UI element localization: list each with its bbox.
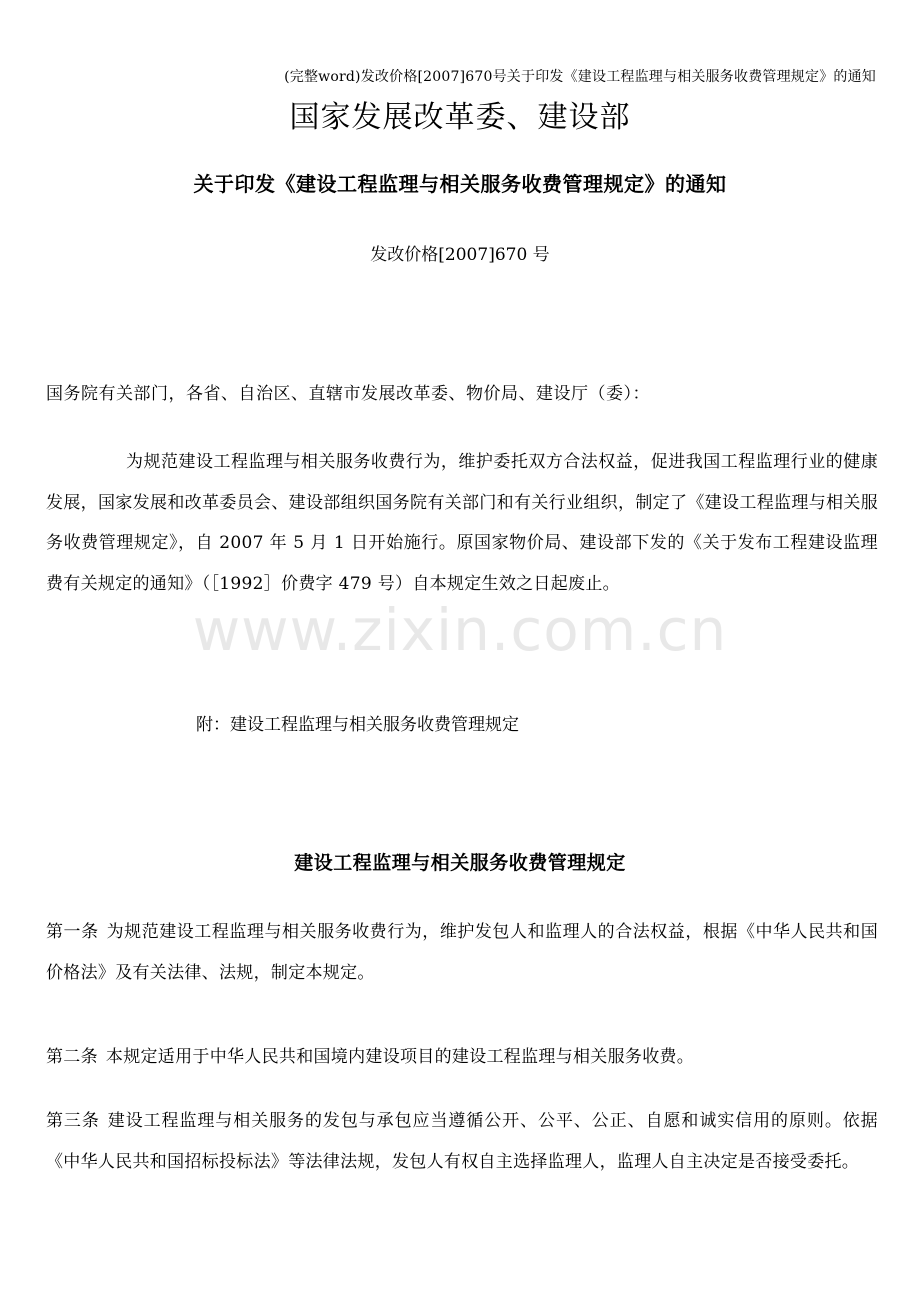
regulation-title: 建设工程监理与相关服务收费管理规定 — [294, 852, 626, 874]
article-1-label: 第一条 — [46, 922, 99, 942]
issuer-name: 国家发展改革委、建设部 — [289, 100, 631, 135]
document-header-line: (完整word)发改价格[2007]670号关于印发《建设工程监理与相关服务收费管理规定》的通知 — [284, 69, 876, 85]
article-1-text: 为规范建设工程监理与相关服务收费行为，维护发包人和监理人的合法权益，根据《中华人民共和国价格法》及有关法律、法规，制定本规定。 — [46, 922, 879, 983]
notice-body-paragraph: 为规范建设工程监理与相关服务收费行为，维护委托双方合法权益，促进我国工程监理行业的健康发展，国家发展和改革委员会、建设部组织国务院有关部门和有关行业组织，制定了《建设工程监理与相关服务收费管理规定》，自 2007 年 5 月 1 日开始施行。原国家物价局、建设部下发的《关于发布工程建设监理费有关规定的通知》（［1992］价费字 479 号）自本规定生效之日起废止。 — [46, 452, 878, 594]
article-2 — [46, 1037, 878, 1078]
article-2-label: 第二条 — [46, 1047, 98, 1067]
addressee-line: 国务院有关部门，各省、自治区、直辖市发展改革委、物价局、建设厅（委）： — [46, 384, 650, 404]
site-watermark: www.zixin.com.cn — [192, 596, 728, 664]
article-3-label: 第三条 — [46, 1111, 100, 1131]
notice-title: 关于印发《建设工程监理与相关服务收费管理规定》的通知 — [193, 172, 727, 196]
attachment-line: 附：建设工程监理与相关服务收费管理规定 — [196, 715, 519, 735]
article-3-text: 建设工程监理与相关服务的发包与承包应当遵循公开、公平、公正、自愿和诚实信用的原则。依据《中华人民共和国招标投标法》等法律法规，发包人有权自主选择监理人，监理人自主决定是否接受委托。 — [46, 1111, 878, 1172]
document-number: 发改价格[2007]670 号 — [370, 245, 550, 265]
article-1 — [46, 912, 878, 993]
article-3 — [46, 1101, 878, 1182]
article-2-text: 本规定适用于中华人民共和国境内建设项目的建设工程监理与相关服务收费。 — [105, 1047, 695, 1067]
